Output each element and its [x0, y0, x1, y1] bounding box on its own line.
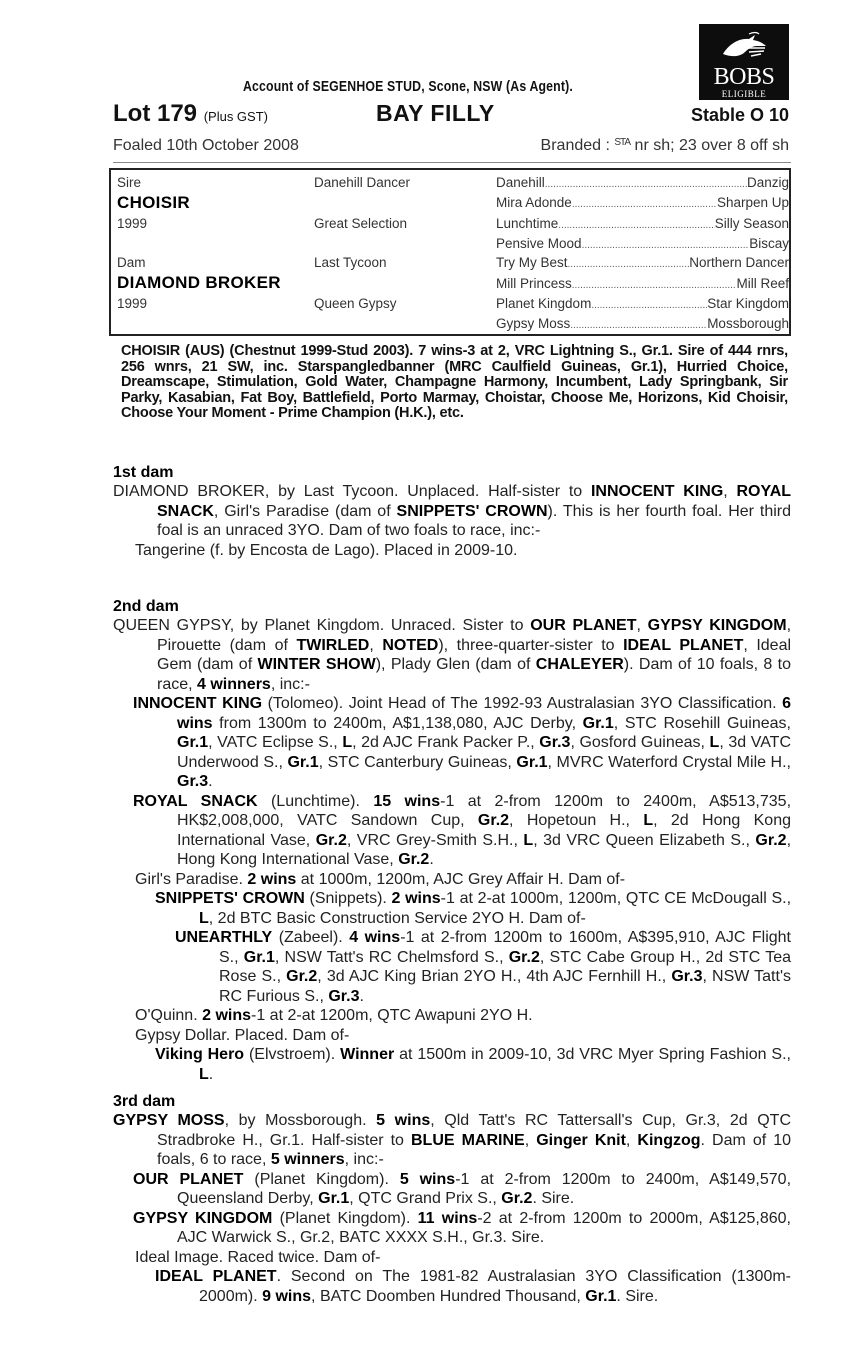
foaled-date: Foaled 10th October 2008 — [113, 137, 299, 154]
header-divider — [113, 162, 791, 163]
great-grandparent-row — [496, 255, 789, 270]
grandsire-maternal: Last Tycoon — [314, 255, 387, 270]
lot-label: Lot 179 — [113, 100, 198, 127]
ggp-dam-sire: Mill Reef — [736, 276, 789, 291]
bobs-eligible-logo — [699, 24, 789, 100]
granddam-paternal: Great Selection — [314, 216, 408, 231]
sire-summary: CHOISIR (AUS) (Chestnut 1999-Stud 2003). 7 wins-3 at 2, VRC Lightning S., Gr.1. Sire of 444 rnrs, 256 wnrs, 21 SW, inc. Starspangledbanner (MRC Caulfield Guineas, Gr.1), Hurried Choice, Dreamscape, Stimulation, Gold Water, Champagne Harmony, Incumbent, Lady Springbank, Sir Parky, Kasabian, Fat Boy, Battlefield, Porto Marmay, Choistar, Choose Me, Horizons, Kid Choisir, Choose Your Moment - Prime Champion (H.K.), etc. — [121, 343, 788, 422]
branded-text: nr sh; 23 over 8 off sh — [630, 137, 789, 154]
ggp-dam: Pensive Mood — [496, 236, 582, 251]
ggp-sire-of: Danzig — [746, 175, 789, 190]
granddam-maternal: Queen Gypsy — [314, 296, 397, 311]
progeny-entry: GYPSY KINGDOM (Planet Kingdom). 11 wins-2 at 2-from 1200m to 2000m, A$125,860, AJC Warwick S., Gr.2, BATC XXXX S.H., Gr.3. Sire. — [133, 1209, 791, 1246]
progeny-entry: Gypsy Dollar. Placed. Dam of- — [135, 1026, 350, 1044]
branded-label: Branded : — [540, 137, 615, 154]
progeny-entry: UNEARTHLY (Zabeel). 4 wins-1 at 2-from 1200m to 1600m, A$395,910, AJC Flight S., Gr.1, NSW Tatt's RC Chelmsford S., Gr.2, STC Cabe Group H., 2d STC Tea Rose S., Gr.2, 3d AJC King Brian 2YO H., 4th AJC Fernhill H., Gr.3, NSW Tatt's RC Furious S., Gr.3. — [175, 929, 792, 1005]
progeny-entry: O'Quinn. 2 wins-1 at 2-at 1200m, QTC Awapuni 2YO H. — [135, 1007, 533, 1024]
leader-dots — [572, 276, 737, 291]
dam-year: 1999 — [117, 296, 148, 311]
leader-dots — [582, 236, 750, 251]
horse-head-icon — [719, 30, 769, 64]
progeny-entry: Girl's Paradise. 2 wins at 1000m, 1200m, AJC Grey Affair H. Dam of- — [135, 870, 626, 888]
ggp-sire: Planet Kingdom — [496, 296, 592, 311]
brand-mark-icon: STA — [614, 137, 631, 148]
great-grandparent-row — [496, 216, 789, 231]
ggp-sire-of: Northern Dancer — [689, 255, 789, 270]
progeny-entry: OUR PLANET (Planet Kingdom). 5 wins-1 at 2-from 1200m to 2400m, A$149,570, Queensland Derby, Gr.1, QTC Grand Prix S., Gr.2. Sire. — [133, 1170, 792, 1207]
leader-dots — [558, 216, 714, 231]
great-grandparent-row — [496, 195, 789, 210]
logo-subtitle: ELIGIBLE — [721, 89, 767, 99]
section-heading: 1st dam — [113, 464, 174, 481]
leader-dots — [572, 195, 717, 210]
stable-number: Stable O 10 — [690, 105, 789, 125]
dam-paragraph: GYPSY MOSS, by Mossborough. 5 wins, Qld Tatt's RC Tattersall's Cup, Gr.3, 2d QTC Stradbroke H., Gr.1. Half-sister to BLUE MARINE, Ginger Knit, Kingzog. Dam of 10 foals, 6 to race, 5 winners, inc:- — [113, 1112, 792, 1168]
third-dam-section — [113, 1092, 791, 1306]
grandsire-paternal: Danehill Dancer — [314, 175, 411, 190]
plus-gst-note: (Plus GST) — [203, 109, 268, 124]
lot-number — [113, 100, 268, 128]
ggp-sire: Try My Best — [496, 255, 568, 270]
progeny-entry: Viking Hero (Elvstroem). Winner at 1500m in 2009-10, 3d VRC Myer Spring Fashion S., L. — [155, 1046, 791, 1083]
ggp-dam-sire: Sharpen Up — [716, 195, 789, 210]
logo-title: BOBS — [713, 64, 775, 90]
ggp-sire: Lunchtime — [496, 216, 559, 231]
progeny-entry: IDEAL PLANET. Second on The 1981-82 Australasian 3YO Classification (1300m-2000m). 9 wins, BATC Doomben Hundred Thousand, Gr.1. Sire. — [155, 1268, 791, 1305]
dam-paragraph: QUEEN GYPSY, by Planet Kingdom. Unraced. Sister to OUR PLANET, GYPSY KINGDOM, Pirouette (dam of TWIRLED, NOTED), three-quarter-sister to IDEAL PLANET, Ideal Gem (dam of WINTER SHOW), Plady Glen (dam of CHALEYER). Dam of 10 foals, 8 to race, 4 winners, inc:- — [113, 617, 792, 693]
sire-year: 1999 — [117, 216, 148, 231]
vendor-account: Account of SEGENHOE STUD, Scone, NSW (As Agent). — [243, 78, 573, 95]
great-grandparent-row — [496, 175, 789, 190]
leader-dots — [591, 296, 707, 311]
ggp-dam-sire: Biscay — [749, 236, 789, 251]
great-grandparent-row — [496, 316, 789, 331]
great-grandparent-row — [496, 276, 789, 291]
ggp-sire-of: Silly Season — [714, 216, 789, 231]
progeny-entry: Tangerine (f. by Encosta de Lago). Placed in 2009-10. — [135, 541, 518, 559]
pedigree-table — [109, 168, 791, 336]
ggp-sire-of: Star Kingdom — [707, 296, 789, 311]
progeny-entry: INNOCENT KING (Tolomeo). Joint Head of The 1992-93 Australasian 3YO Classification. 6 wins from 1300m to 2400m, A$1,138,080, AJC Derby, Gr.1, STC Rosehill Guineas, Gr.1, VATC Eclipse S., L, 2d AJC Frank Packer P., Gr.3, Gosford Guineas, L, 3d VATC Underwood S., Gr.1, STC Canterbury Guineas, Gr.1, MVRC Waterford Crystal Mile H., Gr.3. — [133, 695, 792, 790]
lot-header — [113, 100, 791, 130]
leader-dots — [568, 255, 690, 270]
brand-description — [541, 137, 789, 155]
ggp-sire: Danehill — [496, 175, 545, 190]
progeny-entry: Ideal Image. Raced twice. Dam of- — [135, 1248, 381, 1266]
ggp-dam: Mill Princess — [496, 276, 572, 291]
sire-name: CHOISIR — [117, 193, 190, 212]
leader-dots — [570, 316, 707, 331]
ggp-dam: Gypsy Moss — [496, 316, 571, 331]
first-dam-section — [113, 463, 791, 560]
progeny-entry: SNIPPETS' CROWN (Snippets). 2 wins-1 at 2-at 1000m, 1200m, QTC CE McDougall S., L, 2d BTC Basic Construction Service 2YO H. Dam of- — [155, 890, 792, 927]
leader-dots — [545, 175, 747, 190]
great-grandparent-row — [496, 296, 789, 311]
ggp-dam: Mira Adonde — [496, 195, 572, 210]
ggp-dam-sire: Mossborough — [707, 316, 789, 331]
dam-paragraph: DIAMOND BROKER, by Last Tycoon. Unplaced. Half-sister to INNOCENT KING, ROYAL SNACK, Girl's Paradise (dam of SNIPPETS' CROWN). This is her fourth foal. Her third foal is an unraced 3YO. Dam of two foals to race, inc:- — [113, 483, 792, 539]
section-heading: 2nd dam — [113, 598, 179, 615]
dam-name: DIAMOND BROKER — [117, 273, 281, 292]
progeny-entry: ROYAL SNACK (Lunchtime). 15 wins-1 at 2-from 1200m to 2400m, A$513,735, HK$2,008,000, VATC Sandown Cup, Gr.2, Hopetoun H., L, 2d Hong Kong International Vase, Gr.2, VRC Grey-Smith S.H., L, 3d VRC Queen Elizabeth S., Gr.2, Hong Kong International Vase, Gr.2. — [133, 792, 792, 868]
horse-sex-colour: BAY FILLY — [376, 100, 495, 126]
dam-label: Dam — [117, 255, 146, 270]
section-heading: 3rd dam — [113, 1093, 176, 1110]
sire-label: Sire — [117, 175, 142, 190]
second-dam-section — [113, 597, 791, 1084]
great-grandparent-row — [496, 236, 789, 251]
